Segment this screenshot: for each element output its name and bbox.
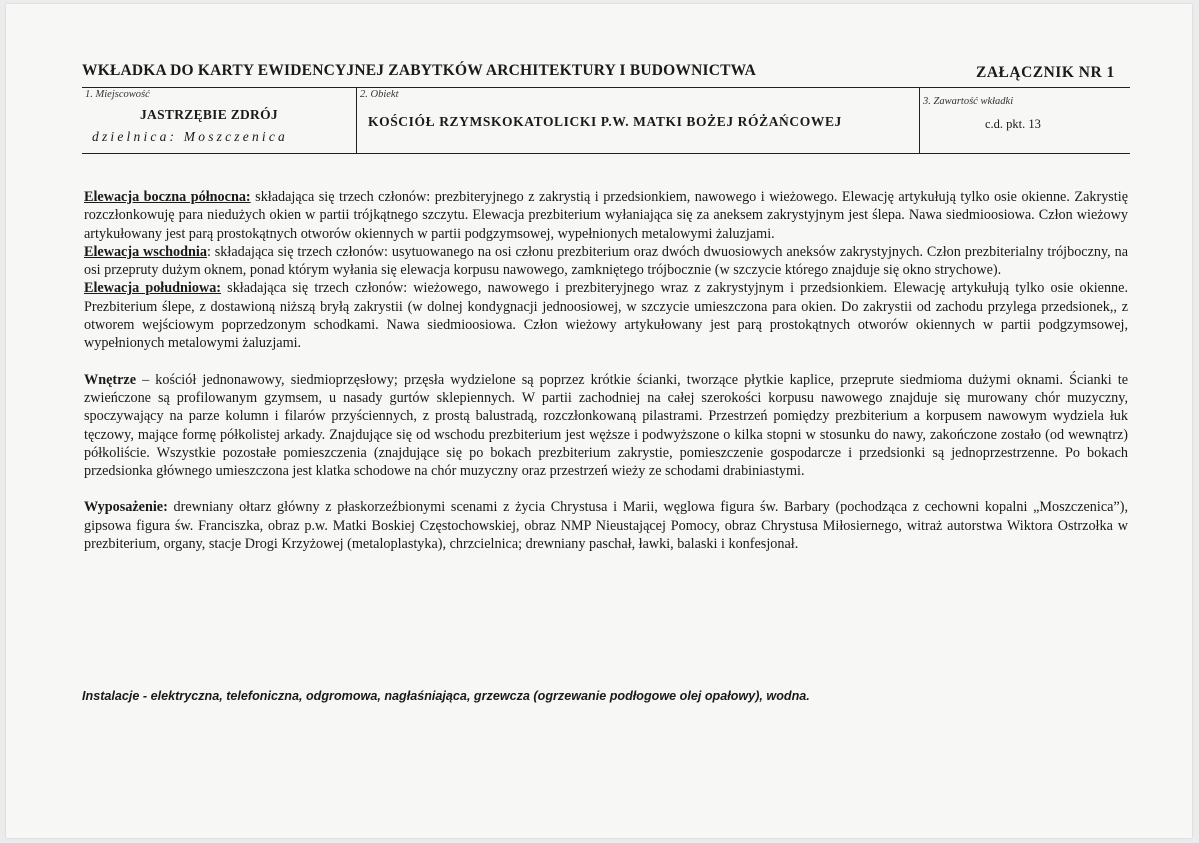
contents-value: c.d. pkt. 13 (985, 117, 1041, 131)
south-elevation-text: składająca się trzech członów: wieżowego, nawowego i prezbiteryjnego wraz z zakrystyjnym i przedsionkiem. Elewację artykułują tylko osie okienne. Prezbiterium ślepe, z dostawioną niższą bryłą zakrystii (w dolnej kondygnacji jednoosiowej, w szczycie umieszczona para okien. Do zakrystii od zachodu przylega przedsionek,, z otworem wejściowym poprzedzonym schodkami. Nawa siedmioosiowa. Człon wieżowy artykułowany jest parą prostokątnych otworów okiennych w partii podgzymsowej, wypełnionych metalowymi żaluzjami. (84, 280, 1128, 352)
interior-heading: Wnętrze (84, 371, 136, 388)
east-elevation-text: : składająca się trzech członów: usytuowanego na osi członu prezbiterium oraz dwóch dwuosiowych aneksów zakrystyjnych. Człon prezbiterialny trójboczny, na osi przepruty dużym oknem, ponad którym wyłania się elewacja korpusu nawowego, zamkniętego trójbocznie (w szczycie którego znajduje się okno strychowe). (84, 243, 1128, 279)
object-label: 2. Obiekt (360, 89, 399, 100)
furnishing-paragraph (84, 498, 1128, 553)
interior-paragraph (84, 371, 1128, 481)
paragraph-gap (84, 353, 1128, 371)
location-label: 1. Miejscowość (85, 89, 150, 100)
north-elevation-text: składająca się trzech członów: prezbiteryjnego z zakrystią i przedsionkiem, nawowego i wieżowego. Elewację artykułują tylko osie okienne. Zakrystię rozczłonkowuję para niedużych okien w partii trójkątnego szczytu. Elewacja prezbiterium wyłaniająca się za aneksem zakrystyjnym jest ślepa. Nawa siedmioosiowa. Człon wieżowy artykułowany jest parą prostokątnych otworów okiennych w partii podgzymsowej, wypełnionych metalowymi żaluzjami. (84, 189, 1128, 242)
north-elevation-heading: Elewacja boczna północna: (84, 189, 251, 205)
south-elevation-heading: Elewacja południowa: (84, 280, 222, 297)
document-title: WKŁADKA DO KARTY EWIDENCYJNEJ ZABYTKÓW ARCHITEKTURY I BUDOWNICTWA (82, 62, 757, 79)
document-body (84, 188, 1128, 553)
header-top-rule (82, 87, 1130, 88)
furnishing-text: drewniany ołtarz główny z płaskorzeźbionymi scenami z życia Chrystusa i Marii, węglowa figura św. Barbary (pochodząca z cechowni kopalni „Moszczenica”), gipsowa figura św. Franciszka, obraz p.w. Matki Boskiej Częstochowskiej, obraz NMP Nieustającej Pomocy, obraz Chrystusa Miłosiernego, witraż autorstwa Wiktora Ostrzołka w prezbiterium, organy, stacje Drogi Krzyżowej (metaloplastyka), chrzcielnica; drewniany paschał, ławki, balaski i konfesjonał. (84, 499, 1128, 553)
interior-text: – kościół jednonawowy, siedmioprzęsłowy; przęsła wydzielone są poprzez krótkie ścianki, tworzące płytkie kaplice, przeprute siedmioma dużymi oknami. Ścianki te zwieńczone są profilowanym gzymsem, u nasady gurtów sklepiennych. W partii zachodniej na całej szerokości korpusu nawowego znajduje się murowany chór muzyczny, spoczywający na parze kolumn i filarów przyściennych, z prostą balustradą, rozczłonkowaną pilastrami. Przestrzeń pomiędzy prezbiterium a korpusem nawowym wydziela łuk tęczowy, mające formę półkolistej arkady. Znajdujące się od wschodu prezbiterium jest węższe i podwyższone o kilka stopni w stosunku do nawy, zakończone zostało (od wewnątrz) półkoliście. Wszystkie pozostałe pomieszczenia (znajdujące się po bokach prezbiterium zakrystie, pomieszczenie gospodarcze i przedsionki są jednoprzestrzenne. Po bokach przedsionka głównego umieszczona jest klatka schodowe na chór muzyczny oraz przestrzeń wieży ze schodami drabiniastymi. (84, 371, 1128, 480)
header-divider-2 (919, 87, 920, 153)
contents-label: 3. Zawartość wkładki (923, 96, 1014, 107)
paragraph-gap (84, 480, 1128, 498)
east-elevation-heading: Elewacja wschodnia (84, 243, 207, 260)
object-name: KOŚCIÓŁ RZYMSKOKATOLICKI P.W. MATKI BOŻEJ RÓŻAŃCOWEJ (368, 114, 842, 129)
installations-line: Instalacje - elektryczna, telefoniczna, odgromowa, nagłaśniająca, grzewcza (ogrzewanie podłogowe olej opałowy), wodna. (82, 689, 810, 703)
south-elevation-paragraph (84, 279, 1128, 352)
north-elevation-paragraph (84, 188, 1128, 243)
east-elevation-paragraph (84, 243, 1128, 280)
header-divider-1 (356, 87, 357, 153)
location-district: dzielnica: Moszczenica (92, 129, 288, 144)
location-name: JASTRZĘBIE ZDRÓJ (140, 107, 278, 122)
annex-number: ZAŁĄCZNIK NR 1 (976, 64, 1115, 81)
header-bottom-rule (82, 153, 1130, 154)
furnishing-heading: Wyposażenie: (84, 499, 168, 516)
